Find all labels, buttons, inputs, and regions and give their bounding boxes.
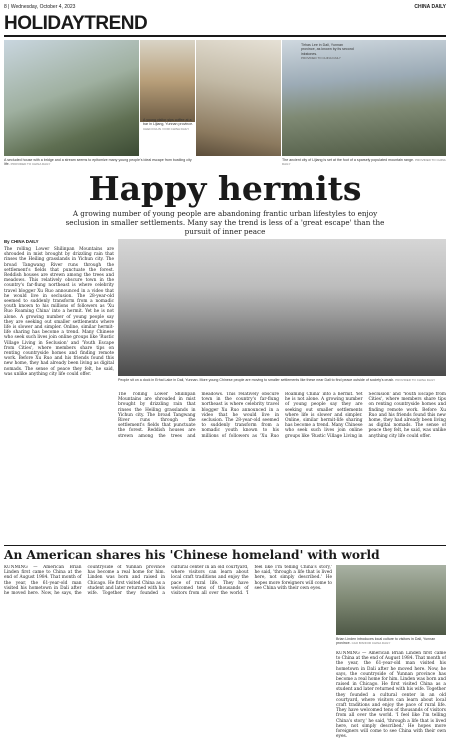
section-title: HOLIDAYTREND	[4, 13, 148, 34]
wide-photo-caption: People sit on a dock in Erhai Lake in Dali, Yunnan. More young Chinese people are moving to smaller settlements like these near Dali to find peace outside of society's crush. PROVIDED TO CHINA DAILY	[118, 378, 436, 382]
sub-body-right: KUNMING — American Brian Linden first came to China at the end of August 1984. That month of the year, the 61-year-old man visited his hometown in Dali after he moved here. Now, he says, the countryside of Yunnan province has become a real home for him. Linden was born and raised in Chicago. He first visited China as a student and later returned with his wife. Together they founded a cultural center in an old courtyard, where visitors can learn about local craft traditions and enjoy the pace of rural life. They have welcomed tens of thousands of visitors from all over the world. 'I feel like I'm telling China's story,' he said, 'through a life that is lived here, not simply described.' He hopes more foreigners will come to see China with their own eyes.	[336, 651, 446, 740]
photo-coffee-bar	[140, 40, 195, 122]
sub-photo-caption: Brian Linden introduces local culture to visitors in Dali, Yunnan province. CAO BIN/FOR CHINA DAILY	[336, 637, 436, 646]
right-bottom-caption: The ancient city of Lijiang is set at the foot of a sparsely populated mountain range. PROVIDED TO CHINA DAILY	[282, 158, 446, 167]
photo-brian-linden	[336, 565, 446, 635]
article-left	[4, 239, 114, 589]
lower-rule	[4, 545, 446, 546]
article-body-columns: The rolling Lower Shilinpan Mountains are shrouded in mist brought by drizzling rain that rinses the Heiling grasslands in Yichun city. The broad Tangwang River runs through the settlement's fields that punctuate the forest. Reddish houses are strewn among the trees and meadows. This relatively obscure town in the country's far-flung northeast is where celebrity travel blogger Xu Ruo announced in a video that he would live in seclusion. The 28-year-old seemed to suddenly transform from a nomadic youth known to his millions of followers as 'Xu Ruo Roaming China' into a hermit. Yet he is not alone. A growing number of young people say they are seeking out smaller settlements where life is slower and simpler. Online, similar hermit-life sharing has become a trend. Many Chinese who seek such lives join online groups like 'Rustic Village Living in Seclusion' and 'Youth Escape from Cities', where members share tips on renting countryside homes and finding remote work. Before Xu Ruo and his friends found this new home, they had already been living as digital nomads. The sense of peace they felt, he said, was unlike anything city life could offer.	[118, 392, 446, 439]
photo-landscape-left	[4, 40, 139, 156]
deck: A growing number of young people are abandoning frantic urban lifestyles to enjoy seclusion in smaller settlements. Many say the trend is less of a 'great escape' than the pursuit of inner peace	[65, 209, 385, 236]
headline: Happy hermits	[88, 169, 362, 208]
page-info: 8 | Wednesday, October 4, 2023	[4, 4, 76, 10]
sub-body-columns: KUNMING — American Brian Linden first came to China at the end of August 1984. That month of the year, the 61-year-old man visited his hometown in Dali after he moved here. Now, he says, the countryside of Yunnan province has become a real home for him. Linden was born and raised in Chicago. He first visited China as a student and later returned with his wife. Together they founded a cultural center in an old courtyard, where visitors can learn about local craft traditions and enjoy the pace of rural life. They have welcomed tens of thousands of visitors from all over the world. 'I feel like I'm telling China's story,' he said, 'through a life that is lived here, not simply described.' He hopes more foreigners will come to see China with their own eyes.	[4, 565, 332, 597]
mid-small-caption: A young visitor sips coffee at a bar in Lijiang, Yunnan province. CHEN FULIN / FOR CHINA DAILY	[143, 118, 194, 131]
byline: By CHINA DAILY	[4, 239, 39, 244]
paper-name: CHINA DAILY	[414, 4, 446, 10]
section-rule	[4, 35, 446, 37]
right-top-caption: Tirhas Lee in Dali, Yunnan province, as known by its second inkstones. PROVIDED TO CHINA DAILY	[301, 43, 354, 61]
left-bottom-caption: A secluded house with a bridge and a stream seems to epitomize many young people's ideal escape from bustling city life. PROVIDED TO CHINA DAILY	[4, 158, 192, 167]
article-body-left: The rolling Lower Shilinpan Mountains are shrouded in mist brought by drizzling rain that rinses the Heiling grasslands in Yichun city. The broad Tangwang River runs through the settlement's fields that punctuate the forest. Reddish houses are strewn among the trees and meadows. This relatively obscure town in the country's far-flung northeast is where celebrity travel blogger Xu Ruo announced in a video that he would live in seclusion. The 28-year-old seemed to suddenly transform from a nomadic youth known to his millions of followers as 'Xu Ruo Roaming China' into a hermit. Yet he is not alone. A growing number of young people say they are seeking out smaller settlements where life is slower and simpler. Online, similar hermit-life sharing has become a trend. Many Chinese who seek such lives join online groups like 'Rustic Village Living in Seclusion' and 'Youth Escape from Cities', where members share tips on renting countryside homes and finding remote work. Before Xu Ruo and his friends found this new home, they had already been living as digital nomads. The sense of peace they felt, he said, was unlike anything city life could offer.	[4, 247, 114, 377]
photo-erhai-dock	[118, 239, 446, 376]
subhead: An American shares his 'Chinese homeland' with world	[4, 548, 380, 562]
photo-woman-dali	[196, 40, 281, 156]
